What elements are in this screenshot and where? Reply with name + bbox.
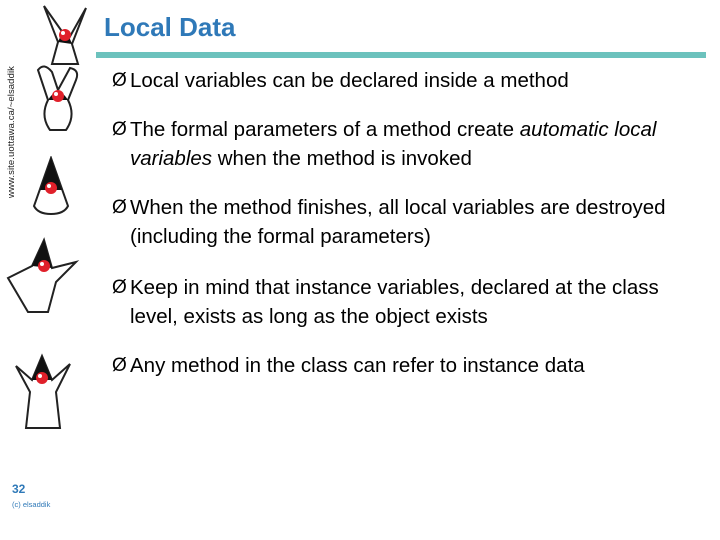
bullet-text-segment: Any method in the class can refer to instance data	[130, 354, 585, 377]
bullet-text-segment: Local variables can be declared inside a method	[130, 69, 569, 92]
bullet-item	[112, 193, 708, 251]
bullet-arrow-icon: Ø	[112, 277, 127, 298]
duke-mascot-icon	[38, 2, 92, 68]
slide-title: Local Data	[104, 12, 236, 42]
side-url-text: www.site.uottawa.ca/~elsaddik	[6, 65, 17, 198]
bullet-text	[112, 273, 708, 331]
bullet-item	[112, 351, 708, 380]
bullet-arrow-icon: Ø	[112, 70, 127, 91]
bullet-arrow-icon: Ø	[112, 119, 127, 140]
bullet-text	[112, 115, 708, 173]
bullet-text-emphasis: automatic local variables	[130, 118, 657, 170]
copyright-text: (c) elsaddik	[12, 500, 51, 509]
bullet-text	[112, 193, 708, 251]
bullet-text-segment: When the method finishes, all local variables are destroyed (including the formal parameters)	[130, 196, 666, 248]
bullet-text	[112, 351, 708, 380]
page-number: 32	[12, 482, 26, 496]
bullet-text	[112, 66, 708, 95]
duke-mascot-icon	[4, 232, 80, 318]
bullet-item	[112, 115, 708, 173]
bullet-item	[112, 273, 708, 331]
duke-mascot-icon	[30, 60, 86, 136]
bullet-text-segment: Keep in mind that instance variables, declared at the class level, exists as long as the object exists	[130, 276, 659, 328]
bullet-text-segment: The formal parameters of a method create	[130, 118, 520, 141]
bullet-item	[112, 66, 708, 95]
bullet-text-segment: when the method is invoked	[212, 147, 472, 170]
duke-mascot-icon	[10, 348, 76, 434]
title-underline	[96, 52, 706, 58]
duke-mascot-icon	[28, 156, 74, 218]
bullet-arrow-icon: Ø	[112, 355, 127, 376]
bullet-arrow-icon: Ø	[112, 197, 127, 218]
